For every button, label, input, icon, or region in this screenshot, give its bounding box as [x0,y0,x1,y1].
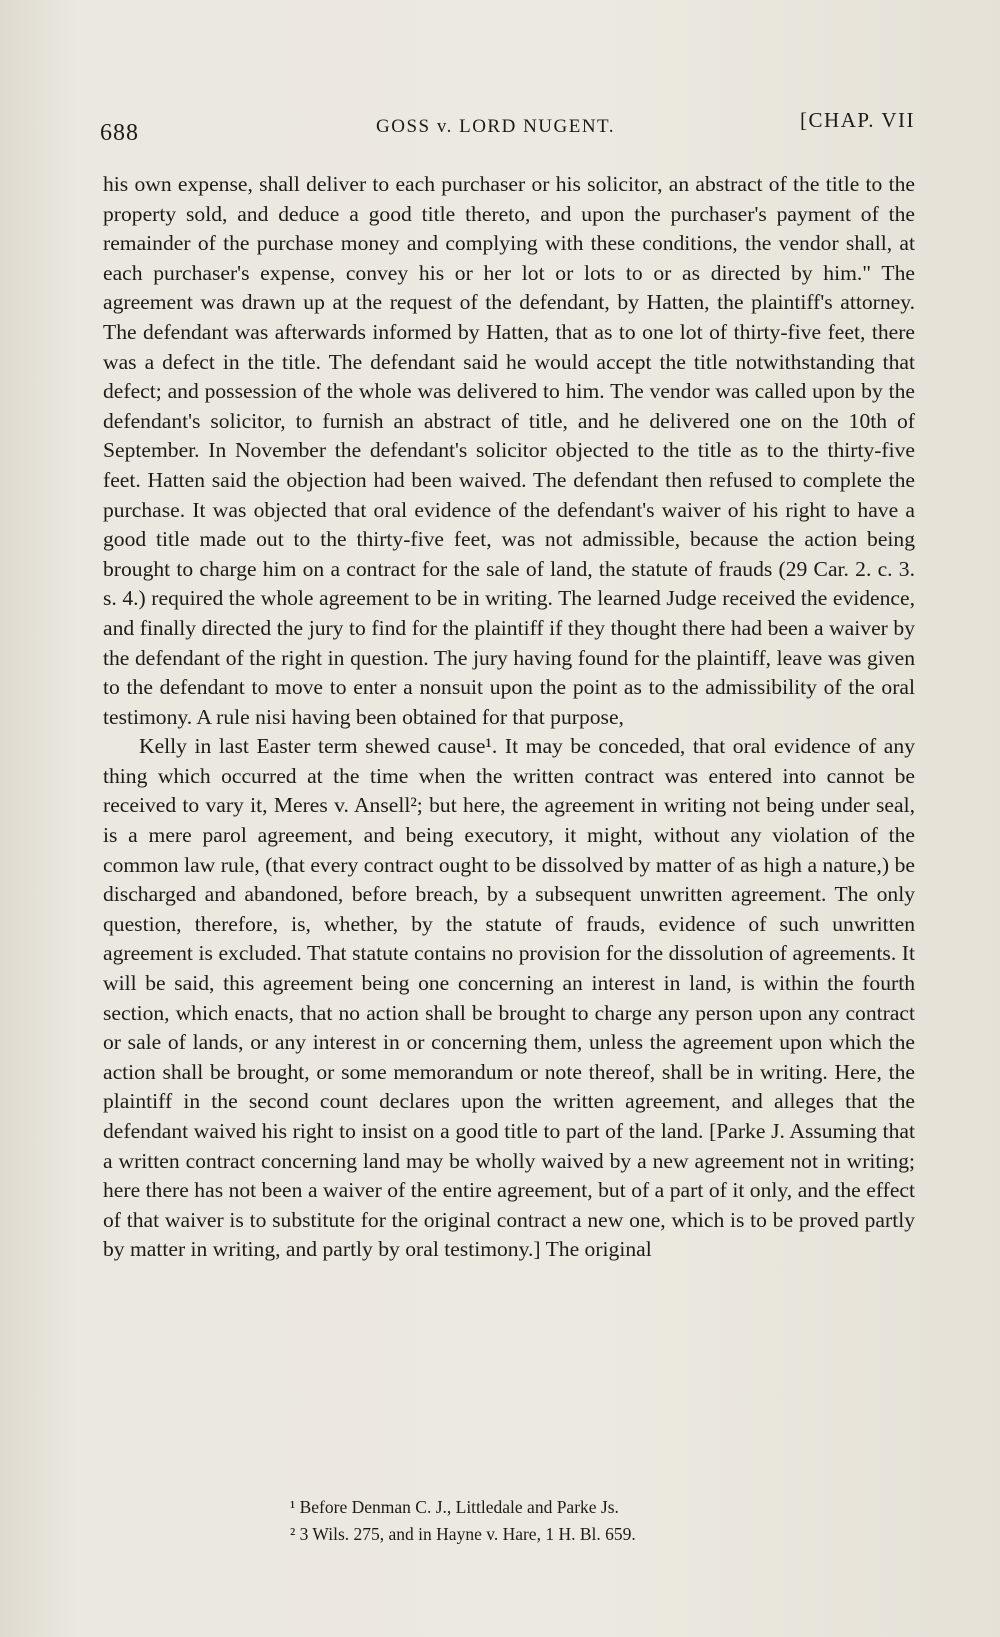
page-number: 688 [100,120,139,146]
paragraph-1: his own expense, shall deliver to each purchaser or his solicitor, an abstract of the title to the property sold, and deduce a good title thereto, and upon the purchaser's payment of the remainder of the purchase money and complying with these conditions, the vendor shall, at each purchaser's expense, convey his or her lot or lots to or as directed by him." The agreement was drawn up at the request of the defendant, by Hatten, the plaintiff's attorney. The defendant was afterwards informed by Hatten, that as to one lot of thirty-five feet, there was a defect in the title. The defendant said he would accept the title notwithstanding that defect; and possession of the whole was delivered to him. The vendor was called upon by the defendant's solicitor, to furnish an abstract of title, and he delivered one on the 10th of September. In November the defendant's solicitor objected to the title as to the thirty-five feet. Hatten said the objection had been waived. The defendant then refused to complete the purchase. It was objected that oral evidence of the defendant's waiver of his right to have a good title made out to the thirty-five feet, was not admissible, because the action being brought to charge him on a contract for the sale of land, the statute of frauds (29 Car. 2. c. 3. s. 4.) required the whole agreement to be in writing. The learned Judge received the evidence, and finally directed the jury to find for the plaintiff if they thought there had been a waiver by the defendant of the right in question. The jury having found for the plaintiff, leave was given to the defendant to move to enter a nonsuit upon the point as to the admissibility of the oral testimony. A rule nisi having been obtained for that purpose, [103,172,915,729]
footnote-1: ¹ Before Denman C. J., Littledale and Parke Js. [290,1497,619,1517]
paragraph-2: Kelly in last Easter term shewed cause¹. It may be conceded, that oral evidence of any thing which occurred at the time when the written contract was entered into cannot be received to vary it, Meres v. Ansell²; but here, the agreement in writing not being under seal, is a mere parol agreement, and being executory, it might, without any violation of the common law rule, (that every contract ought to be dissolved by matter of as high a nature,) be discharged and abandoned, before breach, by a subsequent unwritten agreement. The only question, therefore, is, whether, by the statute of frauds, evidence of such unwritten agreement is excluded. That statute contains no provision for the dissolution of agreements. It will be said, this agreement being one concerning an interest in land, is within the fourth section, which enacts, that no action shall be brought to charge any person upon any contract or sale of lands, or any interest in or concerning them, unless the agreement upon which the action shall be brought, or some memorandum or note thereof, shall be in writing. Here, the plaintiff in the second count declares upon the written agreement, and alleges that the defendant waived his right to insist on a good title to part of the land. [Parke J. Assuming that a written contract concerning land may be wholly waived by a new agreement not in writing; here there has not been a waiver of the entire agreement, but of a part of it only, and the effect of that waiver is to substitute for the original contract a new one, which is to be proved partly by matter in writing, and partly by oral testimony.] The original [103,734,915,1262]
chapter-label: [CHAP. VII [800,108,915,132]
footnote-2: ² 3 Wils. 275, and in Hayne v. Hare, 1 H. Bl. 659. [290,1524,636,1544]
footnotes [290,1494,910,1548]
running-title: GOSS v. LORD NUGENT. [376,116,615,137]
body-text [103,170,915,1265]
page-header [100,104,915,144]
